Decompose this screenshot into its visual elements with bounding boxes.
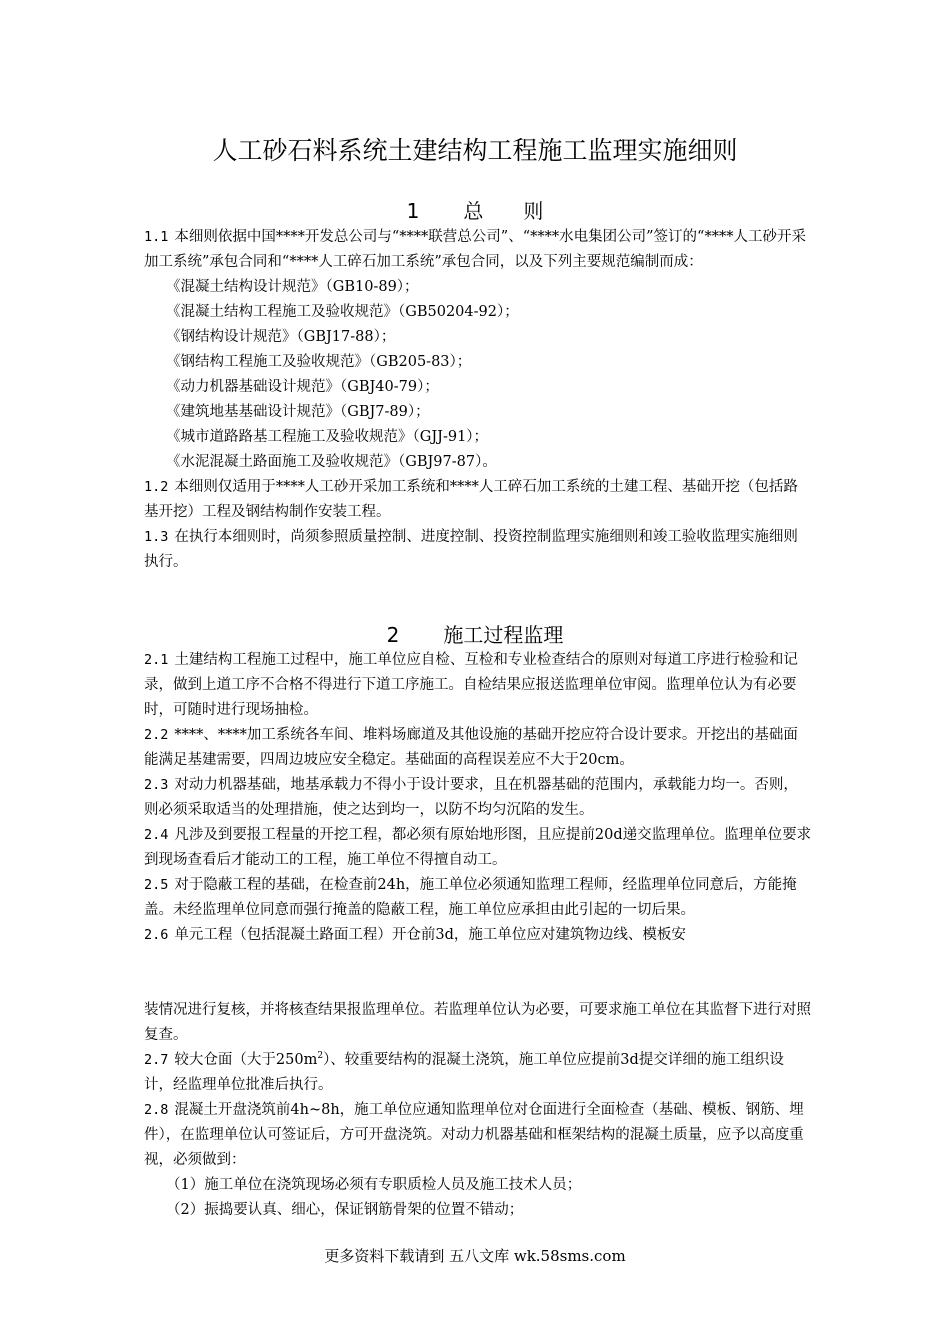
standard-item: 《动力机器基础设计规范》（GBJ40-79）； [166, 379, 439, 395]
standard-item: 《水泥混凝土路面施工及验收规范》（GBJ97-87）。 [166, 454, 497, 470]
list-item: （2）振捣要认真、细心，保证钢筋骨架的位置不错动； [166, 1202, 524, 1218]
section-2-body-continued [144, 998, 812, 1223]
section-2-title: 施工过程监理 [443, 623, 564, 647]
section-2-number: 2 [386, 623, 400, 647]
clause-2-6: 2.6 单元工程（包括混凝土路面工程）开仓前3d，施工单位应对建筑物边线、模板安 [144, 927, 686, 943]
clause-2-5: 2.5 对于隐蔽工程的基础，在检查前24h，施工单位必须通知监理工程师，经监理单位同意后，方能掩盖。未经监理单位同意而强行掩盖的隐蔽工程，施工单位应承担由此引起的一切后果。 [144, 877, 797, 918]
clause-2-3: 2.3 对动力机器基础，地基承载力不得小于设计要求，且在机器基础的范围内，承载能力均一。否则，则必须采取适当的处理措施，使之达到均一，以防不均匀沉陷的发生。 [144, 777, 798, 818]
section-1-title: 总 则 [463, 199, 544, 223]
clause-1-2: 1.2 本细则仅适用于****人工砂开采加工系统和****人工碎石加工系统的土建工程、基础开挖（包括路基开挖）工程及钢结构制作安装工程。 [144, 479, 798, 520]
document-title: 人工砂石料系统土建结构工程施工监理实施细则 [212, 136, 738, 165]
clause-2-1: 2.1 土建结构工程施工过程中，施工单位应自检、互检和专业检查结合的原则对每道工序进行检验和记录，做到上道工序不合格不得进行下道工序施工。自检结果应报送监理单位审阅。监理单位认为有必要时，可随时进行现场抽检。 [144, 652, 798, 718]
standard-item: 《钢结构设计规范》（GBJ17-88）； [166, 329, 396, 345]
section-2-heading [0, 621, 950, 649]
section-1-heading [0, 197, 950, 225]
standard-item: 《城市道路路基工程施工及验收规范》（GJJ-91）； [166, 429, 489, 445]
section-1-body [144, 225, 812, 575]
standard-item: 《钢结构工程施工及验收规范》（GB205-83）； [166, 354, 472, 370]
clause-2-6-continued: 装情况进行复核，并将核查结果报监理单位。若监理单位认为必要，可要求施工单位在其监督下进行对照复查。 [144, 1002, 811, 1043]
standard-item: 《混凝土结构设计规范》（GB10-89）； [166, 279, 419, 295]
clause-2-8: 2.8 混凝土开盘浇筑前4h~8h，施工单位应通知监理单位对仓面进行全面检查（基础、模板、钢筋、埋件），在监理单位认可签证后，方可开盘浇筑。对动力机器基础和框架结构的混凝土质量，应予以高度重视，必须做到： [144, 1102, 804, 1168]
section-2-body [144, 648, 812, 948]
standard-item: 《建筑地基基础设计规范》（GBJ7-89）； [166, 404, 430, 420]
clause-1-1: 1.1 本细则依据中国****开发总公司与“****联营总公司”、“****水电集团公司”签订的“****人工砂开采加工系统”承包合同和“****人工碎石加工系统”承包合同，以及下列主要规范编制而成： [144, 229, 806, 270]
list-item: （1）施工单位在浇筑现场必须有专职质检人员及施工技术人员； [166, 1177, 582, 1193]
clause-2-4: 2.4 凡涉及到要报工程量的开挖工程，都必须有原始地形图，且应提前20d递交监理单位。监理单位要求到现场查看后才能动工的工程，施工单位不得擅自动工。 [144, 827, 812, 868]
standard-item: 《混凝土结构工程施工及验收规范》（GB50204-92）； [166, 304, 519, 320]
footer-download-note: 更多资料下载请到 五八文库 wk.58sms.com [324, 1247, 626, 1265]
section-1-number: 1 [406, 199, 420, 223]
clause-2-7: 2.7 较大仓面（大于$250m^2$）、较重要结构的混凝土浇筑，施工单位应提前3d提交详细的施工组织设计，经监理单位批准后执行。 [144, 1051, 784, 1093]
clause-2-2: 2.2 ****、****加工系统各车间、堆料场廊道及其他设施的基础开挖应符合设计要求。开挖出的基础面能满足基建需要，四周边坡应安全稳定。基础面的高程误差应不大于20cm。 [144, 727, 798, 768]
clause-1-3: 1.3 在执行本细则时，尚须参照质量控制、进度控制、投资控制监理实施细则和竣工验收监理实施细则执行。 [144, 529, 798, 570]
